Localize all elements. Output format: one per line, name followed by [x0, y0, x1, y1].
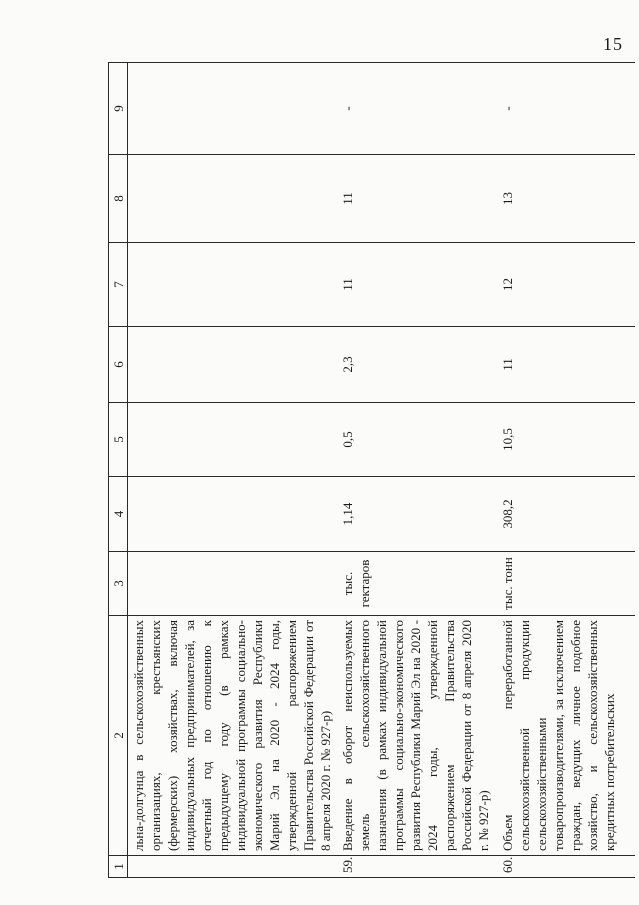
value-col-5: 0,5	[337, 403, 495, 477]
value-col-5	[128, 403, 338, 477]
unit: тыс. гектаров	[337, 552, 495, 616]
unit: тыс. тонн	[495, 552, 635, 616]
header-cell-7: 7	[109, 243, 128, 327]
value-col-8: 13	[495, 155, 635, 243]
header-cell-6: 6	[109, 327, 128, 403]
header-cell-8: 8	[109, 155, 128, 243]
unit	[128, 552, 338, 616]
table-header-row	[109, 63, 128, 878]
table-row	[128, 63, 338, 878]
header-cell-1: 1	[109, 856, 128, 878]
header-cell-3: 3	[109, 552, 128, 616]
value-col-4	[128, 477, 338, 552]
value-col-7	[128, 243, 338, 327]
indicators-table	[108, 62, 635, 878]
value-col-8	[128, 155, 338, 243]
table-row	[495, 63, 635, 878]
header-cell-4: 4	[109, 477, 128, 552]
value-col-4: 308,2	[495, 477, 635, 552]
table-row	[337, 63, 495, 878]
value-col-5: 10,5	[495, 403, 635, 477]
header-cell-9: 9	[109, 63, 128, 155]
value-col-8: 11	[337, 155, 495, 243]
page-number: 15	[603, 34, 623, 54]
value-col-6: 11	[495, 327, 635, 403]
indicator-name: Объем переработанной сельскохозяйственной продукции сельскохозяйственными товаропроизводителями, за исключением граждан, ведущих личное подобное хозяйство, и сельскохозяйственных кредитных потребительских	[495, 616, 635, 856]
indicator-name: льна-долгунца в сельскохозяйственных организациях, крестьянских (фермерских) хозяйствах, включая индивидуальных предпринимателей, за отчетный год по отношению к предыдущему году (в рамках индивидуальной программы социально-экономического развития Республики Марий Эл на 2020 - 2024 годы, утвержденной распоряжением Правительства Российской Федерации от 8 апреля 2020 г. № 927-р)	[128, 616, 338, 856]
rotated-table-container	[108, 63, 620, 878]
value-col-9	[128, 63, 338, 155]
indicator-name: Введение в оборот неиспользуемых земель сельскохозяйственного назначения (в рамках индивидуальной программы социально-экономического развития Республики Марий Эл на 2020 - 2024 годы, утвержденной распоряжением Правительства Российской Федерации от 8 апреля 2020 г. № 927-р)	[337, 616, 495, 856]
row-number: 59.	[337, 856, 495, 878]
value-col-6: 2,3	[337, 327, 495, 403]
value-col-4: 1,14	[337, 477, 495, 552]
header-cell-2: 2	[109, 616, 128, 856]
value-col-9: -	[337, 63, 495, 155]
value-col-7: 11	[337, 243, 495, 327]
header-cell-5: 5	[109, 403, 128, 477]
value-col-7: 12	[495, 243, 635, 327]
row-number	[128, 856, 338, 878]
row-number: 60.	[495, 856, 635, 878]
value-col-9: -	[495, 63, 635, 155]
value-col-6	[128, 327, 338, 403]
